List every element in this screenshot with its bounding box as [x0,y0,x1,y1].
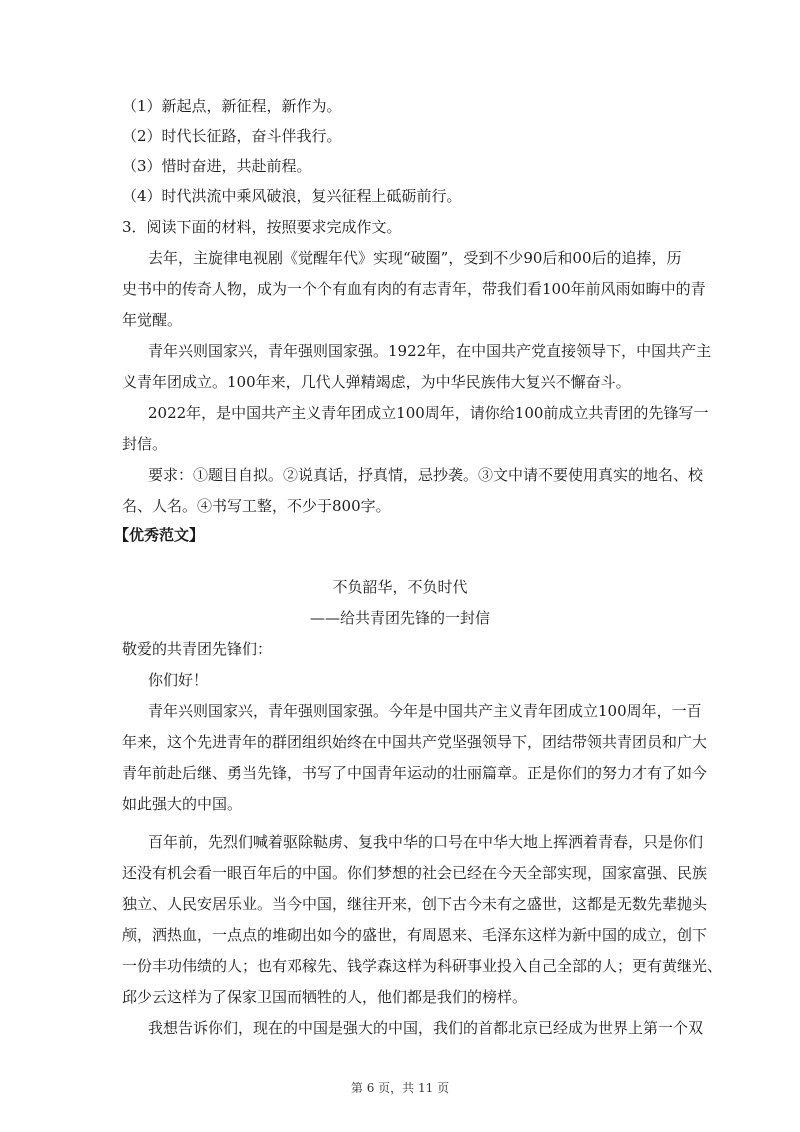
essay-line: 独立、人民安居乐业。当今中国，继往开来，创下古今未有之盛世，这都是无数先辈抛头 [122,895,708,913]
salutation: 敬爱的共青团先锋们： [122,640,273,658]
page-footer: 第 6 页，共 11 页 [350,1081,450,1095]
material-line: 史书中的传奇人物，成为一个个有血有肉的有志青年，带我们看100年前风雨如晦中的青 [122,280,706,298]
material-line: 青年兴则国家兴，青年强则国家强。1922年，在中国共产党直接领导下，中国共产主 [148,342,712,360]
essay-line: 年来，这个先进青年的群团组织始终在中国共产党坚强领导下，团结带领共青团员和广大 [122,733,708,751]
essay-line: 还没有机会看一眼百年后的中国。你们梦想的社会已经在今天全部实现，国家富强、民族 [122,864,708,882]
greeting: 你们好！ [148,671,209,689]
requirements-line: 要求：①题目自拟。②说真话，抒真情，忌抄袭。③文中请不要使用真实的地名、校 [148,466,704,484]
option-3: （3）惜时奋进，共赴前程。 [122,157,312,175]
question-prompt: 3．阅读下面的材料，按照要求完成作文。 [122,218,402,236]
material-line: 去年，主旋律电视剧《觉醒年代》实现“破圈”，受到不少90后和00后的追捧，历 [148,249,682,267]
material-line: 年觉醒。 [122,311,183,329]
option-4: （4）时代洪流中乘风破浪，复兴征程上砥砺前行。 [122,187,462,205]
essay-title: 不负韶华，不负时代 [332,578,468,596]
essay-line: 青年前赴后继、勇当先锋，书写了中国青年运动的壮丽篇章。正是你们的努力才有了如今 [122,764,708,782]
essay-line: 颅，洒热血，一点点的堆砌出如今的盛世，有周恩来、毛泽东这样为新中国的成立，创下 [122,926,708,944]
essay-line: 青年兴则国家兴，青年强则国家强。今年是中国共产主义青年团成立100周年，一百 [148,702,702,720]
essay-line: 百年前，先烈们喊着驱除鞑虏、复我中华的口号在中华大地上挥洒着青春，只是你们 [148,833,704,851]
essay-line: 一份丰功伟绩的人；也有邓稼先、钱学森这样为科研事业投入自己全部的人；更有黄继光、 [122,957,723,975]
option-2: （2）时代长征路，奋斗伴我行。 [122,127,342,145]
essay-line: 邱少云这样为了保家卫国而牺牲的人，他们都是我们的榜样。 [122,988,528,1006]
material-line: 义青年团成立。100年来，几代人弹精竭虑，为中华民族伟大复兴不懈奋斗。 [122,373,631,391]
essay-line: 我想告诉你们，现在的中国是强大的中国，我们的首都北京已经成为世界上第一个双 [148,1019,704,1037]
material-line: 封信。 [122,435,168,453]
option-1: （1）新起点，新征程，新作为。 [122,97,342,115]
section-heading: 【优秀范文】 [114,526,205,544]
essay-line: 如此强大的中国。 [122,795,243,813]
essay-subtitle: ——给共青团先锋的一封信 [309,609,490,627]
material-line: 2022年，是中国共产主义青年团成立100周年，请你给100前成立共青团的先锋写一 [148,404,709,422]
requirements-line: 名、人名。④书写工整，不少于800字。 [122,497,391,515]
